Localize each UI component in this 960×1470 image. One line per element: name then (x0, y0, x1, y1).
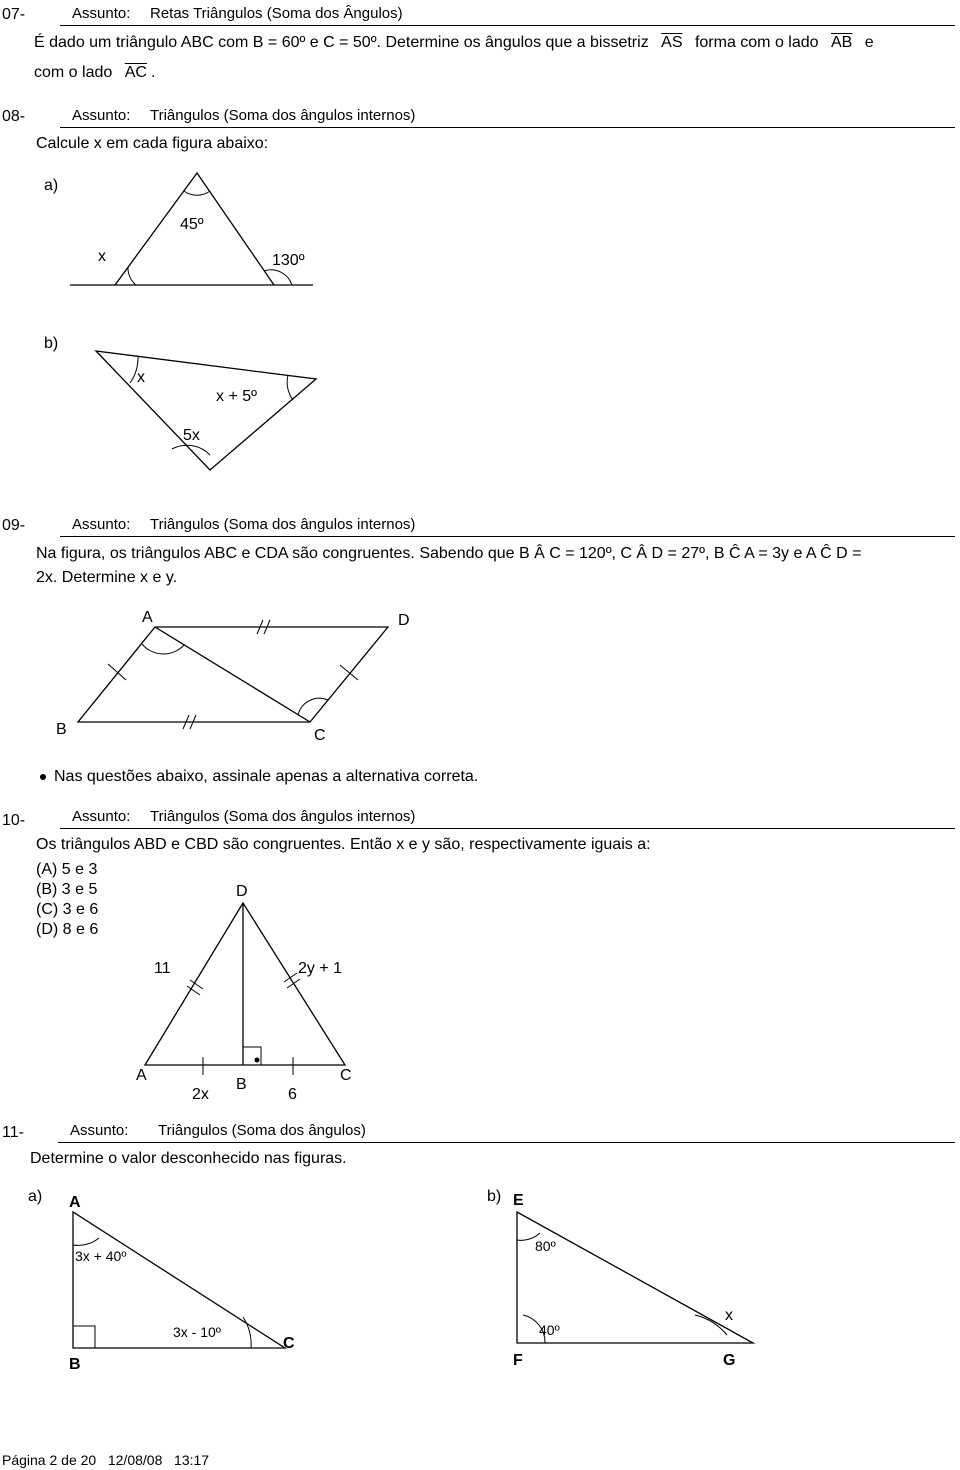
q10-label-2y1: 2y + 1 (298, 960, 343, 977)
q10-subject-header (60, 806, 955, 829)
q10-subject-label: Assunto: (72, 808, 131, 825)
q08-a-label-x: x (98, 248, 106, 265)
q10-label-a: A (136, 1067, 147, 1084)
q07-subject: Retas Triângulos (Soma dos Ângulos) (150, 5, 403, 22)
q11-b-label-g: G (723, 1352, 736, 1369)
q07-text3: e (864, 34, 874, 51)
q11-b-label-ang-e: 80º (535, 1238, 556, 1254)
q10-option-c[interactable]: (C) 3 e 6 (36, 901, 99, 918)
q10-label-d: D (236, 883, 248, 900)
q10-number: 10- (2, 812, 26, 829)
q07-text1: É dado um triângulo ABC com B = 60º e C = 50º. Determine os ângulos que a bissetriz (34, 34, 649, 51)
instruction-note (40, 768, 478, 786)
q10-triangle-figure (130, 875, 370, 1110)
q09-label-b: B (56, 721, 67, 738)
q07-text4: com o lado (34, 64, 113, 81)
q11-b-label-f: F (513, 1352, 523, 1369)
q11-subject-label: Assunto: (70, 1122, 129, 1139)
q10-right-angle-dot (255, 1058, 260, 1063)
q10-tick-cd-1 (284, 973, 297, 982)
q09-angle-a-arc (142, 644, 184, 654)
q11-b-tag: b) (487, 1188, 502, 1205)
q11-a-label-b: B (69, 1356, 81, 1373)
q09-angle-c-arc (298, 698, 328, 715)
q09-subject: Triângulos (Soma dos ângulos internos) (150, 516, 416, 533)
q10-option-a[interactable]: (A) 5 e 3 (36, 861, 98, 878)
q07-number: 07- (2, 6, 26, 23)
q08-subject-label: Assunto: (72, 107, 131, 124)
q07-text2: forma com o lado (694, 34, 819, 51)
q08-b-label-x: x (137, 369, 145, 386)
q10-option-d[interactable]: (D) 8 e 6 (36, 921, 99, 938)
q08-number: 08- (2, 108, 26, 125)
page-footer: Página 2 de 20 12/08/08 13:17 (2, 1452, 210, 1468)
q09-text-line1: Na figura, os triângulos ABC e CDA são congruentes. Sabendo que B Â C = 120º, C Â D = 27º, B Ĉ A = 3y e A Ĉ D = (36, 545, 862, 562)
q11-prompt: Determine o valor desconhecido nas figuras. (30, 1150, 347, 1167)
bullet-icon (40, 774, 46, 780)
q11-a-label-ang-a: 3x + 40º (75, 1248, 127, 1264)
q08-a-triangle-figure (60, 165, 330, 295)
q09-subject-label: Assunto: (72, 516, 131, 533)
q11-number: 11- (2, 1124, 24, 1141)
q11-a-label-a: A (69, 1194, 81, 1211)
q10-label-b: B (236, 1076, 247, 1093)
q08-b-triangle-figure (90, 345, 330, 480)
q10-label-c: C (340, 1067, 352, 1084)
q08-b-label-x5: x + 5º (216, 388, 257, 405)
q08-b-tag: b) (44, 335, 59, 352)
q10-label-6: 6 (288, 1086, 297, 1103)
q07-segment-ac: $\overline{AC}$ (124, 64, 147, 81)
q10-tick-ad-2 (187, 986, 200, 995)
q09-diagonal-ac (155, 627, 310, 722)
q08-a-label-right: 130º (272, 252, 305, 269)
q11-subject: Triângulos (Soma dos ângulos) (158, 1122, 366, 1139)
q07-segment-ab: $\overline{AB}$ (831, 34, 853, 51)
q07-subject-header (60, 3, 955, 26)
q08-a-label-top: 45º (180, 216, 204, 233)
q10-right-angle-mark (243, 1047, 261, 1065)
q11-a-angle-a-arc (73, 1238, 99, 1245)
q11-a-right-angle-mark (73, 1326, 95, 1348)
q11-subject-header (58, 1120, 955, 1143)
q09-number: 09- (2, 517, 26, 534)
q08-b-angle-x5-arc (287, 375, 293, 400)
q07-segment-as: $\overline{AS}$ (661, 34, 683, 51)
q08-a-angle-top-arc (184, 191, 210, 195)
instruction-note-text: Nas questões abaixo, assinale apenas a alternativa correta. (54, 768, 479, 785)
q07-text5: . (150, 64, 156, 81)
q09-subject-header (60, 514, 955, 537)
q10-prompt: Os triângulos ABD e CBD são congruentes. Então x e y são, respectivamente iguais a: (36, 836, 651, 853)
q10-label-11: 11 (154, 960, 171, 977)
q08-b-label-5x: 5x (183, 427, 200, 444)
q11-b-angle-g-arc (695, 1315, 727, 1335)
q09-label-d: D (398, 612, 410, 629)
q10-option-b[interactable]: (B) 3 e 5 (36, 881, 98, 898)
q10-tick-cd-2 (287, 979, 300, 988)
q10-subject: Triângulos (Soma dos ângulos internos) (150, 808, 416, 825)
q09-parallelogram-figure (50, 600, 430, 750)
q08-a-angle-x-arc (128, 267, 136, 285)
q10-label-2x: 2x (192, 1086, 209, 1103)
q10-options (36, 860, 98, 940)
q09-label-c: C (314, 727, 326, 744)
q09-label-a: A (142, 609, 153, 626)
q11-a-triangle-figure (55, 1185, 315, 1375)
q10-triangle (145, 903, 345, 1065)
q08-a-tag: a) (44, 177, 59, 194)
q07-text-line1 (34, 34, 874, 52)
q11-a-tag: a) (28, 1188, 43, 1205)
q08-subject: Triângulos (Soma dos ângulos internos) (150, 107, 416, 124)
q11-b-label-ang-f: 40º (539, 1322, 560, 1338)
q08-subject-header (60, 105, 955, 128)
q08-prompt: Calcule x em cada figura abaixo: (36, 135, 269, 152)
q11-b-label-e: E (513, 1192, 524, 1209)
q11-a-label-c: C (283, 1335, 295, 1352)
q08-b-triangle (96, 351, 316, 470)
q11-b-label-ang-g: x (725, 1307, 733, 1324)
q11-a-label-ang-c: 3x - 10º (173, 1324, 221, 1340)
q11-b-triangle-figure (505, 1185, 765, 1375)
q07-text-line2 (34, 64, 155, 82)
q07-subject-label: Assunto: (72, 5, 131, 22)
q09-text-line2: 2x. Determine x e y. (36, 569, 178, 586)
